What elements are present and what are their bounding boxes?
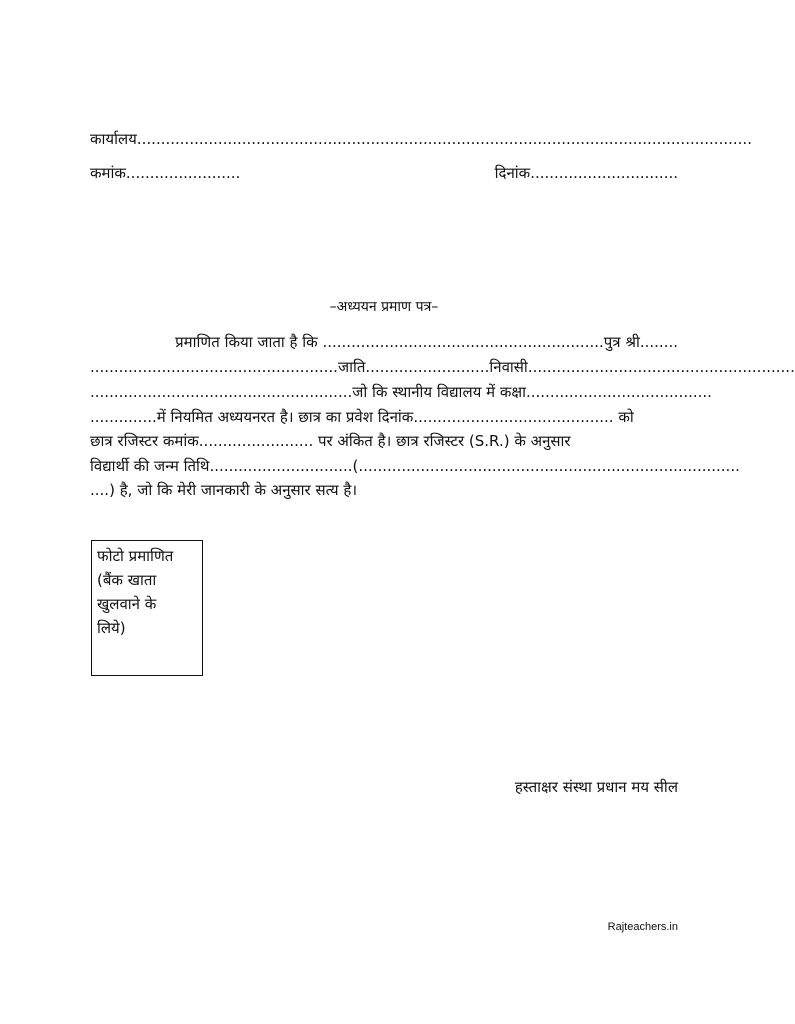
date-field — [495, 162, 678, 184]
number-blank: ........................ — [125, 164, 241, 182]
office-label: कार्यालय — [90, 130, 137, 148]
photo-attestation-box — [91, 540, 203, 676]
signature-label: हस्ताक्षर संस्था प्रधान मय सील — [514, 778, 678, 796]
photo-box-line: लिये) — [97, 619, 126, 637]
photo-box-line: फोटो प्रमाणित — [97, 547, 174, 565]
office-line — [90, 128, 752, 150]
office-blank: ................................................................................................................................. — [136, 130, 752, 148]
number-date-line — [90, 162, 678, 184]
body-line-6: विद्यार्थी की जन्म तिथि..............................(................................................................................ — [90, 457, 740, 475]
certificate-title: –अध्ययन प्रमाण पत्र– — [329, 299, 439, 315]
number-label: कमांक — [90, 164, 126, 182]
date-label: दिनांक — [494, 164, 531, 182]
photo-box-line: खुलवाने के — [97, 595, 157, 613]
body-line-7: ....) है, जो कि मेरी जानकारी के अनुसार सत्य है। — [90, 481, 358, 499]
date-blank: ............................... — [530, 164, 678, 182]
body-line-5: छात्र रजिस्टर कमांक........................ पर अंकित है। छात्र रजिस्टर (S.R.) के अनुसार — [90, 432, 571, 450]
photo-box-line: (बैंक खाता — [97, 571, 157, 589]
body-line-1: प्रमाणित किया जाता है कि ...........................................................पुत्र श्री........ — [175, 333, 678, 351]
footer-source: Rajteachers.in — [607, 921, 678, 933]
body-line-3: .......................................................जो कि स्थानीय विद्यालय में कक्षा....................................... — [90, 383, 712, 401]
body-line-4: ..............में नियमित अध्ययनरत है। छात्र का प्रवेश दिनांक.......................................... को — [90, 408, 634, 426]
body-line-2: ....................................................जाति..........................निवासी........................................................ — [90, 358, 795, 376]
